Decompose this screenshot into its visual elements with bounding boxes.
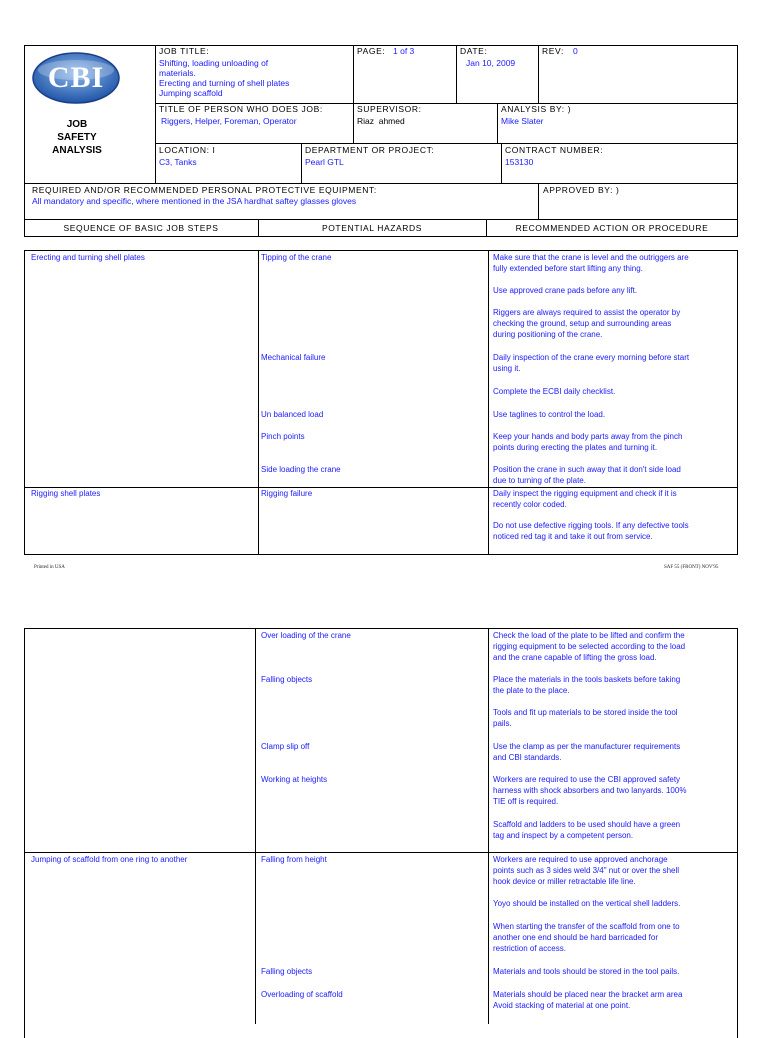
- job-step: Erecting and turning shell plates: [31, 253, 145, 262]
- action-line: using it.: [493, 363, 521, 373]
- job-step: Rigging shell plates: [31, 489, 101, 498]
- footer-left: Printed in USA: [34, 565, 65, 570]
- action-line: Materials should be placed near the bracket arm area: [493, 990, 683, 999]
- action: [493, 990, 682, 1012]
- hazard: Un balanced load: [261, 410, 324, 419]
- action-line: Scaffold and ladders to be used should have a green: [493, 820, 681, 829]
- action-line: Check the load of the plate to be lifted and confirm the: [493, 631, 685, 640]
- action: [493, 855, 679, 887]
- ppe-label: REQUIRED AND/OR RECOMMENDED PERSONAL PROTECTIVE EQUIPMENT:: [32, 185, 377, 195]
- action-line: Use taglines to control the load.: [493, 410, 606, 419]
- divider: [24, 219, 738, 220]
- analysis-value: Mike Slater: [501, 116, 544, 126]
- location-label: LOCATION: I: [159, 145, 216, 155]
- action: [493, 631, 685, 663]
- divider: [488, 628, 489, 1024]
- ppe-value: All mandatory and specific, where mentioned in the JSA hardhat saftey glasses gloves: [32, 196, 357, 206]
- supervisor-label: SUPERVISOR:: [357, 104, 422, 114]
- action: [493, 742, 680, 764]
- divider: [155, 143, 738, 144]
- action-line: Do not use defective rigging tools. If any defective tools: [493, 521, 689, 530]
- action-line: and the crane capable of lifting the gross load.: [493, 652, 657, 662]
- action-line: fully extended before start lifting any thing.: [493, 263, 643, 273]
- rev-label: REV:: [542, 46, 564, 56]
- footer-right: SAF 55 (FRONT) NOV'95: [664, 565, 719, 570]
- action-line: Position the crane in such away that it don't side load: [493, 465, 681, 474]
- divider: [456, 45, 457, 103]
- action-line: When starting the transfer of the scaffold from one to: [493, 922, 680, 931]
- action-line: hook device or miller retractable life line.: [493, 876, 636, 886]
- action: [493, 708, 678, 730]
- action: [493, 489, 677, 511]
- hazard: Mechanical failure: [261, 353, 326, 362]
- action: [493, 253, 689, 275]
- action-line: recently color coded.: [493, 499, 567, 509]
- action-line: Workers are required to use the CBI approved safety: [493, 775, 681, 784]
- action-line: another one end should be hard barricaded for: [493, 932, 659, 942]
- person-value: Riggers, Helper, Foreman, Operator: [161, 116, 297, 126]
- action: [493, 308, 680, 340]
- logo: [30, 50, 122, 106]
- job-title-line: Erecting and turning of shell plates: [159, 78, 290, 88]
- action-line: the plate to the place.: [493, 685, 570, 695]
- action-line: Avoid stacking of material at one point.: [493, 1000, 631, 1010]
- action-line: rigging equipment to be selected according to the load: [493, 641, 686, 651]
- action-line: noticed red tag it and take it out from service.: [493, 531, 653, 541]
- doc-title: JOB SAFETY ANALYSIS: [52, 119, 102, 156]
- action-line: Workers are required to use approved anchorage: [493, 855, 668, 864]
- job-step: Jumping of scaffold from one ring to another: [31, 855, 188, 864]
- divider: [255, 628, 256, 1024]
- action: [493, 286, 637, 297]
- hazard: Clamp slip off: [261, 742, 310, 751]
- action-line: Complete the ECBI daily checklist.: [493, 387, 616, 396]
- action-line: points such as 3 sides weld 3/4" nut or over the shell: [493, 865, 680, 875]
- action-line: Use approved crane pads before any lift.: [493, 286, 638, 295]
- action-line: during positioning of the crane.: [493, 329, 603, 339]
- action-line: and CBI standards.: [493, 752, 562, 762]
- action: [493, 922, 680, 954]
- action-line: Daily inspect the rigging equipment and check if it is: [493, 489, 677, 498]
- divider: [497, 103, 498, 143]
- dept-value: Pearl GTL: [305, 157, 344, 167]
- action-line: Yoyo should be installed on the vertical shell ladders.: [493, 899, 681, 908]
- dept-label: DEPARTMENT OR PROJECT:: [305, 145, 435, 155]
- logo-text: CBI: [47, 61, 105, 94]
- action-line: Riggers are always required to assist the operator by: [493, 308, 681, 317]
- divider: [301, 143, 302, 183]
- location-value: C3, Tanks: [159, 157, 197, 167]
- action: [493, 967, 679, 978]
- divider: [353, 103, 354, 143]
- contract-label: CONTRACT NUMBER:: [505, 145, 604, 155]
- action: [493, 432, 682, 454]
- row-divider: [24, 487, 738, 488]
- action-line: Tools and fit up materials to be stored inside the tool: [493, 708, 678, 717]
- row-divider: [24, 852, 738, 853]
- hazard: Side loading the crane: [261, 465, 341, 474]
- hazard: Falling from height: [261, 855, 327, 864]
- hazard: Working at heights: [261, 775, 328, 784]
- action: [493, 410, 605, 421]
- action: [493, 899, 680, 910]
- action: [493, 521, 689, 543]
- divider: [538, 183, 539, 219]
- job-title-label: JOB TITLE:: [159, 46, 210, 56]
- hazard: Pinch points: [261, 432, 305, 441]
- hazard: Rigging failure: [261, 489, 313, 498]
- hazard: Over loading of the crane: [261, 631, 351, 640]
- hazard: Tipping of the crane: [261, 253, 332, 262]
- column-header-hazards: POTENTIAL HAZARDS: [321, 223, 423, 233]
- hazard: Overloading of scaffold: [261, 990, 343, 999]
- page-number: 1 of 3: [393, 46, 415, 56]
- action-line: due to turning of the plate.: [493, 475, 586, 485]
- date-label: DATE:: [460, 46, 488, 56]
- date-value: Jan 10, 2009: [466, 58, 516, 68]
- header-frame: [24, 45, 738, 237]
- action-line: Daily inspection of the crane every morning before start: [493, 353, 690, 362]
- action-line: Make sure that the crane is level and the outriggers are: [493, 253, 689, 262]
- supervisor-value: Riaz ahmed: [357, 116, 405, 126]
- action: [493, 387, 615, 398]
- contract-value: 153130: [505, 157, 534, 167]
- action: [493, 675, 680, 697]
- hazard: Falling objects: [261, 675, 313, 684]
- action: [493, 353, 689, 375]
- action: [493, 465, 681, 487]
- action-line: restriction of access.: [493, 943, 566, 953]
- action-line: Place the materials in the tools baskets before taking: [493, 675, 681, 684]
- action: [493, 820, 680, 842]
- action: [493, 775, 686, 807]
- divider: [538, 45, 539, 103]
- divider: [258, 250, 259, 555]
- action-line: Use the clamp as per the manufacturer requirements: [493, 742, 681, 751]
- rev-value: 0: [573, 46, 578, 56]
- action-line: checking the ground, setup and surrounding areas: [493, 318, 672, 328]
- hazard: Falling objects: [261, 967, 313, 976]
- person-label: TITLE OF PERSON WHO DOES JOB:: [159, 104, 323, 114]
- divider: [353, 45, 354, 103]
- action-line: harness with shock absorbers and two lanyards. 100%: [493, 785, 687, 795]
- job-title-value: [159, 58, 354, 98]
- divider: [488, 250, 489, 555]
- action-line: Materials and tools should be stored in the tool pails.: [493, 967, 680, 976]
- job-title-line: Shifting, loading unloading of: [159, 58, 269, 68]
- job-title-line: Jumping scaffold: [159, 88, 223, 98]
- action-line: Keep your hands and body parts away from the pinch: [493, 432, 683, 441]
- divider: [24, 183, 738, 184]
- divider: [501, 143, 502, 183]
- action-line: TIE off is required.: [493, 796, 559, 806]
- analysis-label: ANALYSIS BY: ): [501, 104, 572, 114]
- approved-label: APPROVED BY: ): [543, 185, 620, 195]
- column-header-steps: SEQUENCE OF BASIC JOB STEPS: [63, 223, 219, 233]
- action-line: points during erecting the plates and turning it.: [493, 442, 658, 452]
- job-title-line: materials.: [159, 68, 196, 78]
- column-header-actions: RECOMMENDED ACTION OR PROCEDURE: [515, 223, 709, 233]
- action-line: pails.: [493, 718, 512, 728]
- action-line: tag and inspect by a competent person.: [493, 830, 634, 840]
- divider: [155, 45, 156, 183]
- page-label: PAGE:: [357, 46, 386, 56]
